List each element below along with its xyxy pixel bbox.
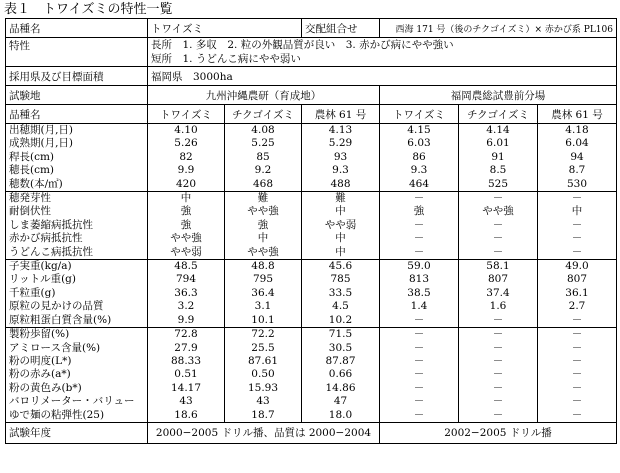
- value-cell: 43: [225, 395, 302, 408]
- value-cell: －: [459, 342, 538, 355]
- row-label: 耐倒伏性: [6, 205, 148, 218]
- row-label: 穂発芽性: [6, 192, 148, 206]
- row-label: 粉の赤み(a*): [6, 368, 148, 381]
- row-label: 製粉歩留(%): [6, 328, 148, 342]
- value-cell: 420: [148, 178, 225, 192]
- row-label: アミロース含量(%): [6, 342, 148, 355]
- value-cell: 4.18: [538, 124, 617, 138]
- variety-header: 農林 61 号: [538, 105, 617, 124]
- value-cell: 10.1: [225, 314, 302, 328]
- row-label: 出穂期(月,日): [6, 124, 148, 138]
- name-label: 品種名: [6, 19, 148, 38]
- value-cell: 18.0: [302, 409, 380, 423]
- value-cell: 464: [380, 178, 459, 192]
- value-cell: 525: [459, 178, 538, 192]
- row-label: 粉の黄色み(b*): [6, 382, 148, 395]
- variety-header: 農林 61 号: [302, 105, 380, 124]
- table-row: [6, 205, 617, 218]
- row-label: 原粒の見かけの品質: [6, 300, 148, 313]
- value-cell: 6.01: [459, 137, 538, 150]
- value-cell: －: [538, 382, 617, 395]
- value-cell: －: [380, 328, 459, 342]
- value-cell: やや強: [459, 205, 538, 218]
- value-cell: 88.33: [148, 355, 225, 368]
- variety-header: チクゴイズミ: [225, 105, 302, 124]
- value-cell: －: [459, 382, 538, 395]
- value-cell: －: [538, 395, 617, 408]
- table-title: 表１ トワイズミの特性一覧: [4, 2, 173, 17]
- value-cell: 3.1: [225, 300, 302, 313]
- value-cell: －: [459, 314, 538, 328]
- features-weaknesses: 短所 1. うどんこ病にやや弱い: [151, 53, 301, 65]
- features-strengths: 長所 1. 多収 2. 粒の外観品質が良い 3. 赤かび病にやや強い: [151, 39, 454, 51]
- value-cell: －: [538, 219, 617, 232]
- area-value: 福岡県 3000ha: [148, 67, 617, 86]
- value-cell: 27.9: [148, 342, 225, 355]
- value-cell: 難: [225, 192, 302, 206]
- row-label: バロリメーター・バリュー: [6, 395, 148, 408]
- value-cell: －: [538, 246, 617, 260]
- features-label: 特性: [6, 38, 148, 67]
- value-cell: 37.4: [459, 287, 538, 300]
- table-row: [6, 409, 617, 423]
- value-cell: －: [538, 328, 617, 342]
- value-cell: 25.5: [225, 342, 302, 355]
- value-cell: 87.61: [225, 355, 302, 368]
- value-cell: やや強: [225, 205, 302, 218]
- table-row: [6, 328, 617, 342]
- value-cell: 794: [148, 273, 225, 286]
- area-label: 採用県及び目標面積: [6, 67, 148, 86]
- value-cell: －: [459, 232, 538, 245]
- value-cell: 18.7: [225, 409, 302, 423]
- value-cell: 82: [148, 151, 225, 164]
- value-cell: 中: [148, 192, 225, 206]
- value-cell: 47: [302, 395, 380, 408]
- value-cell: 3.2: [148, 300, 225, 313]
- value-cell: 72.2: [225, 328, 302, 342]
- value-cell: 43: [148, 395, 225, 408]
- value-cell: 795: [225, 273, 302, 286]
- table-row: [6, 368, 617, 381]
- value-cell: 36.1: [538, 287, 617, 300]
- value-cell: 中: [538, 205, 617, 218]
- value-cell: －: [380, 395, 459, 408]
- value-cell: －: [538, 192, 617, 206]
- value-cell: 58.1: [459, 260, 538, 274]
- value-cell: －: [538, 342, 617, 355]
- table-row: [6, 246, 617, 260]
- value-cell: 48.5: [148, 260, 225, 274]
- value-cell: 45.6: [302, 260, 380, 274]
- value-cell: 807: [459, 273, 538, 286]
- value-cell: 6.04: [538, 137, 617, 150]
- value-cell: 4.14: [459, 124, 538, 138]
- characteristics-table: [5, 18, 617, 444]
- variety-header: トワイズミ: [380, 105, 459, 124]
- years-site1: 2000−2005 ドリル播、品質は 2000−2004: [148, 422, 380, 443]
- row-label: 粉の明度(L*): [6, 355, 148, 368]
- value-cell: 強: [380, 205, 459, 218]
- value-cell: 9.9: [148, 314, 225, 328]
- row-label: 成熟期(月,日): [6, 137, 148, 150]
- years-site2: 2002−2005 ドリル播: [380, 422, 617, 443]
- value-cell: 強: [148, 205, 225, 218]
- value-cell: 0.50: [225, 368, 302, 381]
- value-cell: やや強: [148, 232, 225, 245]
- value-cell: 33.5: [302, 287, 380, 300]
- value-cell: －: [538, 368, 617, 381]
- value-cell: 5.25: [225, 137, 302, 150]
- value-cell: 14.86: [302, 382, 380, 395]
- value-cell: 48.8: [225, 260, 302, 274]
- value-cell: 9.3: [302, 164, 380, 177]
- row-label: 原粒粗蛋白質含量(%): [6, 314, 148, 328]
- value-cell: －: [380, 355, 459, 368]
- value-cell: 10.2: [302, 314, 380, 328]
- value-cell: －: [380, 232, 459, 245]
- row-label: 赤かび病抵抗性: [6, 232, 148, 245]
- value-cell: 2.7: [538, 300, 617, 313]
- value-cell: 813: [380, 273, 459, 286]
- table-row: [6, 219, 617, 232]
- value-cell: 中: [302, 246, 380, 260]
- value-cell: －: [380, 342, 459, 355]
- row-label: しま萎縮病抵抗性: [6, 219, 148, 232]
- site2-header: 福岡農総試豊前分場: [380, 86, 617, 105]
- value-cell: 38.5: [380, 287, 459, 300]
- row-label: 穂数(本/㎡): [6, 178, 148, 192]
- value-cell: 5.29: [302, 137, 380, 150]
- value-cell: 8.5: [459, 164, 538, 177]
- row-label: 子実重(kg/a): [6, 260, 148, 274]
- variety-label: 品種名: [6, 105, 148, 124]
- value-cell: 0.66: [302, 368, 380, 381]
- value-cell: 15.93: [225, 382, 302, 395]
- value-cell: 5.26: [148, 137, 225, 150]
- value-cell: 468: [225, 178, 302, 192]
- value-cell: 強: [148, 219, 225, 232]
- row-label: リットル重(g): [6, 273, 148, 286]
- value-cell: 86: [380, 151, 459, 164]
- table-row: [6, 151, 617, 164]
- years-label: 試験年度: [6, 422, 148, 443]
- name-value: トワイズミ: [148, 19, 302, 38]
- value-cell: －: [459, 328, 538, 342]
- table-row: [6, 164, 617, 177]
- row-label: ゆで麺の粘弾性(25): [6, 409, 148, 423]
- value-cell: 0.51: [148, 368, 225, 381]
- table-row: [6, 300, 617, 313]
- value-cell: 9.3: [380, 164, 459, 177]
- features-cell: [148, 38, 617, 67]
- value-cell: 785: [302, 273, 380, 286]
- value-cell: 中: [302, 205, 380, 218]
- table-row: [6, 273, 617, 286]
- value-cell: 87.87: [302, 355, 380, 368]
- value-cell: －: [459, 246, 538, 260]
- value-cell: 強: [225, 219, 302, 232]
- value-cell: 36.4: [225, 287, 302, 300]
- site1-header: 九州沖縄農研（育成地）: [148, 86, 380, 105]
- value-cell: －: [538, 314, 617, 328]
- value-cell: 91: [459, 151, 538, 164]
- table-row: [6, 395, 617, 408]
- value-cell: －: [538, 355, 617, 368]
- table-row: [6, 355, 617, 368]
- value-cell: 18.6: [148, 409, 225, 423]
- variety-header: トワイズミ: [148, 105, 225, 124]
- value-cell: －: [380, 368, 459, 381]
- row-label: うどんこ病抵抗性: [6, 246, 148, 260]
- table-row: [6, 232, 617, 245]
- cross-value: 西海 171 号（後のチクゴイズミ）× 赤かび系 PL106: [380, 19, 617, 38]
- value-cell: やや弱: [148, 246, 225, 260]
- value-cell: 4.5: [302, 300, 380, 313]
- table-row: [6, 124, 617, 138]
- table-row: [6, 314, 617, 328]
- value-cell: やや弱: [302, 219, 380, 232]
- value-cell: 807: [538, 273, 617, 286]
- value-cell: 9.2: [225, 164, 302, 177]
- value-cell: －: [380, 192, 459, 206]
- table-row: [6, 382, 617, 395]
- value-cell: 71.5: [302, 328, 380, 342]
- value-cell: 4.13: [302, 124, 380, 138]
- value-cell: －: [459, 219, 538, 232]
- value-cell: －: [380, 409, 459, 423]
- value-cell: 530: [538, 178, 617, 192]
- value-cell: 9.9: [148, 164, 225, 177]
- value-cell: 72.8: [148, 328, 225, 342]
- value-cell: 8.7: [538, 164, 617, 177]
- value-cell: 6.03: [380, 137, 459, 150]
- value-cell: －: [380, 382, 459, 395]
- row-label: 稈長(cm): [6, 151, 148, 164]
- value-cell: 30.5: [302, 342, 380, 355]
- value-cell: 94: [538, 151, 617, 164]
- value-cell: 59.0: [380, 260, 459, 274]
- value-cell: 1.4: [380, 300, 459, 313]
- value-cell: －: [380, 219, 459, 232]
- variety-header: チクゴイズミ: [459, 105, 538, 124]
- value-cell: やや強: [225, 246, 302, 260]
- value-cell: －: [538, 232, 617, 245]
- value-cell: 中: [302, 232, 380, 245]
- value-cell: 36.3: [148, 287, 225, 300]
- table-row: [6, 137, 617, 150]
- value-cell: 中: [225, 232, 302, 245]
- value-cell: －: [459, 368, 538, 381]
- value-cell: －: [459, 395, 538, 408]
- row-label: 千粒重(g): [6, 287, 148, 300]
- value-cell: 488: [302, 178, 380, 192]
- value-cell: －: [380, 246, 459, 260]
- value-cell: 4.10: [148, 124, 225, 138]
- table-row: [6, 192, 617, 206]
- table-row: [6, 342, 617, 355]
- value-cell: 49.0: [538, 260, 617, 274]
- value-cell: 14.17: [148, 382, 225, 395]
- site-label: 試験地: [6, 86, 148, 105]
- value-cell: －: [459, 409, 538, 423]
- value-cell: 4.08: [225, 124, 302, 138]
- value-cell: 4.15: [380, 124, 459, 138]
- value-cell: －: [459, 192, 538, 206]
- table-row: [6, 178, 617, 192]
- cross-label: 交配組合せ: [302, 19, 380, 38]
- value-cell: －: [380, 314, 459, 328]
- value-cell: 93: [302, 151, 380, 164]
- value-cell: －: [538, 409, 617, 423]
- value-cell: 1.6: [459, 300, 538, 313]
- value-cell: －: [459, 355, 538, 368]
- row-label: 穂長(cm): [6, 164, 148, 177]
- value-cell: 85: [225, 151, 302, 164]
- table-row: [6, 287, 617, 300]
- table-row: [6, 260, 617, 274]
- value-cell: 難: [302, 192, 380, 206]
